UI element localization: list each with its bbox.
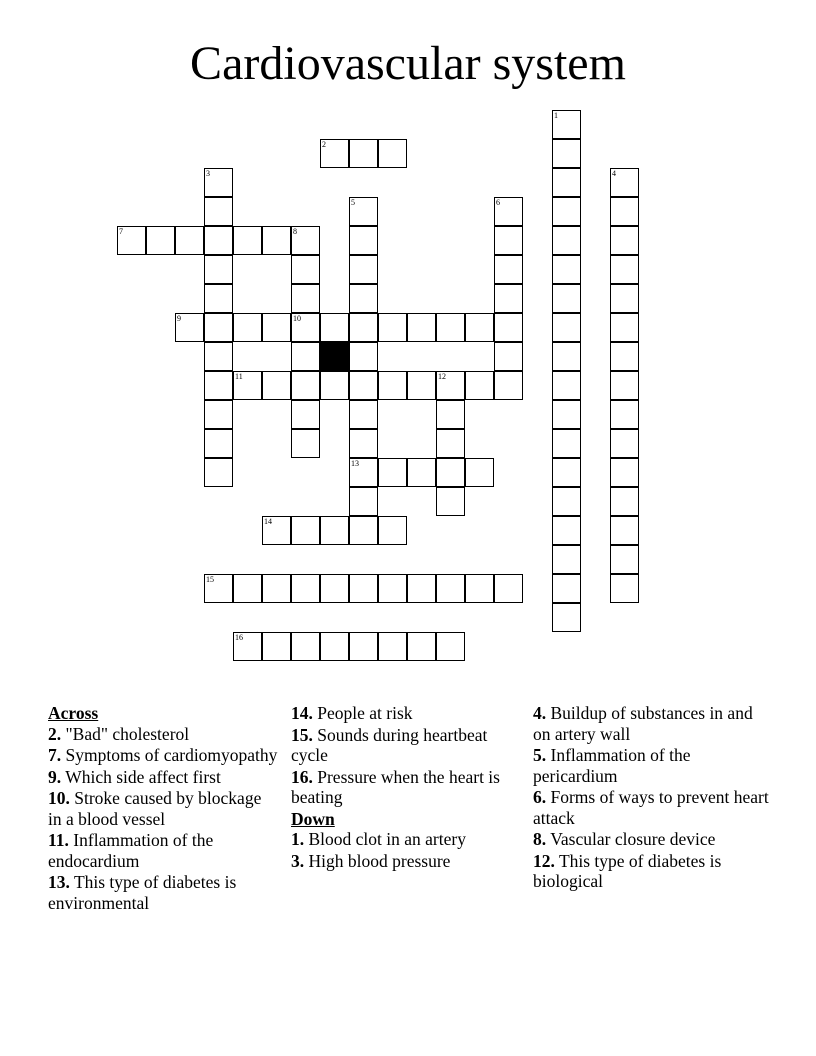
clue-number: 5.: [533, 745, 547, 765]
crossword-cell[interactable]: [175, 226, 204, 255]
across-clue: [48, 830, 278, 871]
crossword-cell[interactable]: [349, 197, 378, 226]
crossword-cell[interactable]: [552, 603, 581, 632]
down-clue: [291, 851, 521, 872]
crossword-cell[interactable]: [436, 313, 465, 342]
crossword-cell[interactable]: [291, 632, 320, 661]
crossword-cell[interactable]: [436, 429, 465, 458]
crossword-cell[interactable]: [349, 516, 378, 545]
crossword-cell[interactable]: [262, 371, 291, 400]
clue-text: Stroke caused by blockage in a blood vessel: [48, 788, 262, 829]
crossword-cell[interactable]: [436, 487, 465, 516]
clue-number-label: 4: [612, 169, 616, 178]
clue-number: 11.: [48, 830, 69, 850]
clue-number: 14.: [291, 703, 313, 723]
clue-number-label: 3: [206, 169, 210, 178]
down-clue: [533, 745, 773, 786]
crossword-cell[interactable]: [494, 342, 523, 371]
crossword-cell[interactable]: [552, 197, 581, 226]
crossword-cell[interactable]: [407, 371, 436, 400]
clue-number-label: 5: [351, 198, 355, 207]
clue-number-label: 12: [438, 372, 446, 381]
crossword-cell[interactable]: [610, 313, 639, 342]
crossword-cell[interactable]: [407, 458, 436, 487]
crossword-cell[interactable]: [610, 487, 639, 516]
clue-number-label: 1: [554, 111, 558, 120]
crossword-cell[interactable]: [552, 226, 581, 255]
crossword-cell[interactable]: [465, 458, 494, 487]
crossword-cell[interactable]: [407, 632, 436, 661]
clue-text: Inflammation of the pericardium: [533, 745, 691, 786]
crossword-cell[interactable]: [349, 400, 378, 429]
clue-text: People at risk: [317, 703, 413, 723]
clue-number-label: 7: [119, 227, 123, 236]
crossword-cell[interactable]: [378, 313, 407, 342]
clue-number: 7.: [48, 745, 62, 765]
crossword-cell[interactable]: [320, 632, 349, 661]
crossword-cell[interactable]: [378, 516, 407, 545]
clue-number: 8.: [533, 829, 547, 849]
crossword-cell[interactable]: [291, 284, 320, 313]
crossword-cell[interactable]: [407, 313, 436, 342]
clue-number: 16.: [291, 766, 313, 787]
crossword-cell[interactable]: [465, 371, 494, 400]
crossword-cell[interactable]: [494, 574, 523, 603]
crossword-cell[interactable]: [378, 574, 407, 603]
across-clue: [48, 788, 278, 829]
clue-text: Symptoms of cardiomyopathy: [65, 745, 278, 765]
crossword-cell[interactable]: [349, 284, 378, 313]
crossword-cell[interactable]: [320, 139, 349, 168]
crossword-cell[interactable]: [291, 226, 320, 255]
crossword-cell[interactable]: [552, 458, 581, 487]
crossword-cell[interactable]: [610, 284, 639, 313]
crossword-cell[interactable]: [378, 139, 407, 168]
down-clue: [533, 851, 773, 892]
crossword-cell[interactable]: [610, 226, 639, 255]
page-title: Cardiovascular system: [190, 37, 626, 90]
crossword-cell[interactable]: [204, 284, 233, 313]
crossword-cell[interactable]: [204, 313, 233, 342]
clue-number-label: 13: [351, 459, 359, 468]
crossword-cell[interactable]: [233, 226, 262, 255]
crossword-cell[interactable]: [552, 400, 581, 429]
crossword-cell[interactable]: [291, 516, 320, 545]
crossword-cell[interactable]: [436, 371, 465, 400]
clue-number: 2.: [48, 723, 62, 744]
crossword-cell[interactable]: [494, 255, 523, 284]
crossword-cell[interactable]: [262, 574, 291, 603]
crossword-cell[interactable]: [291, 574, 320, 603]
clue-number-label: 14: [264, 517, 272, 526]
clue-number-label: 10: [293, 314, 301, 323]
across-clue: [48, 767, 278, 788]
clue-number: 6.: [533, 787, 547, 807]
crossword-cell[interactable]: [610, 342, 639, 371]
crossword-cell[interactable]: [320, 371, 349, 400]
across-clue: [291, 767, 521, 808]
crossword-cell[interactable]: [610, 168, 639, 197]
across-clue: [48, 745, 278, 766]
crossword-cell[interactable]: [204, 400, 233, 429]
crossword-cell[interactable]: [349, 632, 378, 661]
crossword-cell[interactable]: [552, 255, 581, 284]
crossword-cell[interactable]: [610, 400, 639, 429]
clue-number: 3.: [291, 850, 305, 871]
crossword-cell[interactable]: [494, 226, 523, 255]
crossword-cell[interactable]: [378, 371, 407, 400]
crossword-cell[interactable]: [204, 197, 233, 226]
down-clue: [533, 787, 773, 828]
clue-number-label: 15: [206, 575, 214, 584]
clue-number: 4.: [533, 703, 547, 723]
crossword-cell[interactable]: [291, 400, 320, 429]
crossword-cell[interactable]: [117, 226, 146, 255]
crossword-cell[interactable]: [610, 197, 639, 226]
crossword-cell[interactable]: [262, 226, 291, 255]
crossword-cell[interactable]: [204, 226, 233, 255]
crossword-cell[interactable]: [465, 574, 494, 603]
crossword-cell[interactable]: [610, 516, 639, 545]
crossword-cell[interactable]: [378, 458, 407, 487]
crossword-cell[interactable]: [233, 371, 262, 400]
down-clue: [291, 829, 521, 850]
crossword-cell[interactable]: [494, 197, 523, 226]
crossword-cell[interactable]: [552, 110, 581, 139]
clue-column-2: [291, 703, 521, 872]
down-clue: [533, 829, 773, 850]
crossword-cell[interactable]: [204, 168, 233, 197]
clue-number-label: 6: [496, 198, 500, 207]
crossword-cell[interactable]: [552, 313, 581, 342]
crossword-cell[interactable]: [552, 574, 581, 603]
crossword-cell[interactable]: [349, 255, 378, 284]
crossword-cell[interactable]: [349, 371, 378, 400]
crossword-cell[interactable]: [552, 487, 581, 516]
clue-number: 9.: [48, 766, 62, 787]
crossword-cell[interactable]: [494, 313, 523, 342]
clue-number: 15.: [291, 724, 313, 745]
crossword-cell[interactable]: [436, 400, 465, 429]
crossword-cell[interactable]: [204, 574, 233, 603]
crossword-cell[interactable]: [291, 255, 320, 284]
clue-text: High blood pressure: [308, 850, 451, 871]
down-clue: [533, 703, 773, 744]
crossword-cell[interactable]: [291, 342, 320, 371]
crossword-cell[interactable]: [233, 313, 262, 342]
across-heading: Across: [48, 703, 99, 723]
clue-number: 1.: [291, 829, 305, 849]
crossword-cell[interactable]: [320, 313, 349, 342]
down-heading: Down: [291, 808, 335, 829]
clue-text: "Bad" cholesterol: [65, 723, 190, 744]
crossword-cell[interactable]: [204, 342, 233, 371]
clue-text: Pressure when the heart is beating: [291, 766, 500, 807]
crossword-cell[interactable]: [349, 458, 378, 487]
crossword-cell[interactable]: [262, 313, 291, 342]
clue-column-3: [533, 703, 773, 893]
clue-text: Blood clot in an artery: [308, 829, 466, 849]
crossword-cell[interactable]: [552, 342, 581, 371]
crossword-cell[interactable]: [291, 313, 320, 342]
crossword-cell[interactable]: [262, 516, 291, 545]
crossword-cell[interactable]: [552, 429, 581, 458]
clue-text: Buildup of substances in and on artery wall: [533, 703, 753, 744]
crossword-cell[interactable]: [552, 545, 581, 574]
across-clue: [48, 872, 278, 913]
crossword-cell[interactable]: [262, 632, 291, 661]
clue-column-1: [48, 703, 278, 914]
crossword-cell[interactable]: [552, 516, 581, 545]
crossword-cell[interactable]: [436, 574, 465, 603]
crossword-cell[interactable]: [349, 313, 378, 342]
clue-number-label: 8: [293, 227, 297, 236]
crossword-cell[interactable]: [233, 574, 262, 603]
crossword-cell[interactable]: [552, 371, 581, 400]
crossword-cell[interactable]: [146, 226, 175, 255]
crossword-cell[interactable]: [320, 574, 349, 603]
across-clue: [291, 725, 521, 766]
crossword-cell[interactable]: [349, 429, 378, 458]
clue-text: Forms of ways to prevent heart attack: [533, 787, 769, 828]
clue-number-label: 16: [235, 633, 243, 642]
clue-text: This type of diabetes is biological: [533, 850, 722, 891]
crossword-cell[interactable]: [320, 516, 349, 545]
clue-number-label: 2: [322, 140, 326, 149]
clue-text: Which side affect first: [65, 766, 221, 787]
crossword-cell[interactable]: [378, 632, 407, 661]
clue-number-label: 11: [235, 372, 243, 381]
blocked-cell: [320, 342, 349, 371]
crossword-cell[interactable]: [610, 458, 639, 487]
clue-text: Inflammation of the endocardium: [48, 830, 214, 871]
crossword-cell[interactable]: [349, 226, 378, 255]
crossword-cell[interactable]: [610, 574, 639, 603]
crossword-cell[interactable]: [610, 371, 639, 400]
crossword-cell[interactable]: [436, 632, 465, 661]
clue-text: Vascular closure device: [550, 829, 716, 849]
crossword-cell[interactable]: [204, 429, 233, 458]
across-clue: [48, 724, 278, 745]
crossword-cell[interactable]: [436, 458, 465, 487]
crossword-cell[interactable]: [610, 429, 639, 458]
clue-number: 10.: [48, 788, 70, 808]
clue-number-label: 9: [177, 314, 181, 323]
crossword-cell[interactable]: [291, 429, 320, 458]
clue-text: Sounds during heartbeat cycle: [291, 724, 488, 765]
crossword-cell[interactable]: [407, 574, 436, 603]
crossword-cell[interactable]: [175, 313, 204, 342]
crossword-cell[interactable]: [349, 487, 378, 516]
crossword-cell[interactable]: [494, 371, 523, 400]
clue-number: 13.: [48, 872, 70, 892]
crossword-cell[interactable]: [204, 371, 233, 400]
crossword-cell[interactable]: [552, 139, 581, 168]
clue-text: This type of diabetes is environmental: [48, 872, 237, 913]
crossword-cell[interactable]: [349, 574, 378, 603]
across-clue: [291, 703, 521, 724]
crossword-cell[interactable]: [465, 313, 494, 342]
clue-number: 12.: [533, 850, 555, 871]
crossword-cell[interactable]: [349, 139, 378, 168]
crossword-cell[interactable]: [610, 255, 639, 284]
crossword-cell[interactable]: [610, 545, 639, 574]
crossword-cell[interactable]: [494, 284, 523, 313]
crossword-cell[interactable]: [291, 371, 320, 400]
crossword-cell[interactable]: [233, 632, 262, 661]
crossword-cell[interactable]: [349, 342, 378, 371]
crossword-cell[interactable]: [552, 284, 581, 313]
crossword-cell[interactable]: [552, 168, 581, 197]
crossword-cell[interactable]: [204, 255, 233, 284]
crossword-cell[interactable]: [204, 458, 233, 487]
